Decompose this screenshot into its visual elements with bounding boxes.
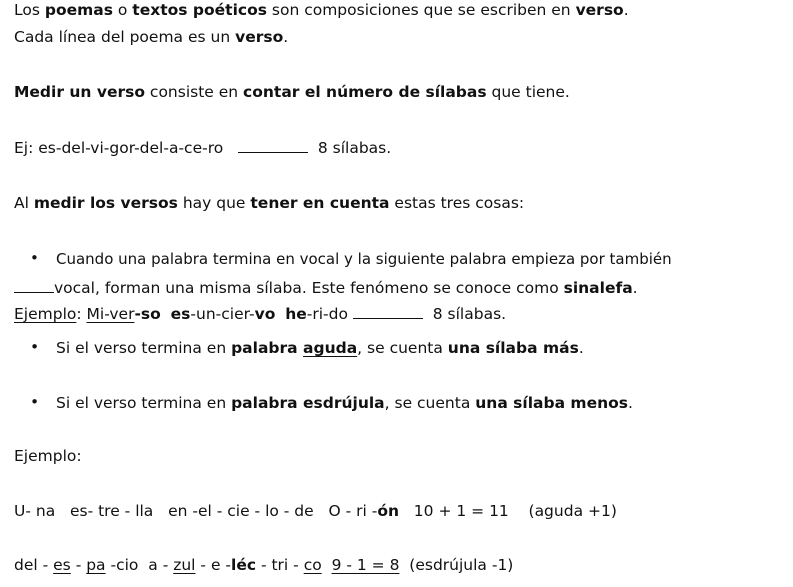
example-result: 8 sílabas. bbox=[317, 139, 392, 157]
example-text: Ej: es-del-vi-gor-del-a-ce-ro bbox=[14, 139, 224, 157]
keyword: una sílaba menos bbox=[475, 394, 629, 412]
esdrujula-example bbox=[14, 555, 513, 575]
syllables-underlined: es bbox=[53, 556, 71, 574]
text: son composiciones que se escriben en bbox=[266, 1, 576, 19]
syllables-underlined: pa bbox=[86, 556, 106, 574]
answer-blank bbox=[353, 304, 423, 319]
text: estas tres cosas: bbox=[389, 194, 525, 212]
text: , se cuenta bbox=[357, 339, 448, 357]
keyword: una sílaba más bbox=[447, 339, 579, 357]
text: . bbox=[628, 394, 633, 412]
keyword: palabra esdrújula bbox=[231, 394, 385, 412]
keyword: sinalefa bbox=[563, 279, 633, 297]
stressed-syllable: ón bbox=[377, 502, 400, 520]
keyword: medir los versos bbox=[33, 194, 178, 212]
syllables: -cio bbox=[105, 556, 139, 574]
text: Al bbox=[14, 194, 34, 212]
bullet-dot: • bbox=[30, 249, 39, 267]
rule-note: (esdrújula -1) bbox=[409, 556, 514, 574]
text: Si el verso termina en bbox=[56, 339, 232, 357]
medir-line bbox=[14, 82, 570, 102]
underlined-text: Ejemplo bbox=[14, 305, 77, 323]
text: Los bbox=[14, 1, 45, 19]
text: : bbox=[76, 305, 87, 323]
syllables: es- tre - lla bbox=[69, 502, 154, 520]
text: Si el verso termina en bbox=[56, 394, 232, 412]
sinalefa-example bbox=[14, 304, 506, 324]
syllables: en -el - cie - lo - de bbox=[168, 502, 314, 520]
text: que tiene. bbox=[486, 83, 570, 101]
ejemplo-label: Ejemplo: bbox=[14, 447, 82, 465]
text: o bbox=[112, 1, 133, 19]
bullet-2 bbox=[56, 338, 584, 358]
underlined-text: Mi-ver bbox=[86, 305, 135, 323]
al-medir-line bbox=[14, 193, 524, 213]
keyword: palabra bbox=[231, 339, 304, 357]
text: consiste en bbox=[145, 83, 244, 101]
keyword: textos poéticos bbox=[132, 1, 267, 19]
text: -ri-do bbox=[306, 305, 348, 323]
keyword: he bbox=[285, 305, 307, 323]
text: Cada línea del poema es un bbox=[14, 28, 236, 46]
text: . bbox=[578, 339, 584, 357]
syllable-count: 9 - 1 = 8 bbox=[331, 556, 400, 574]
text: vocal, forman una misma sílaba. Este fenómeno se conoce como bbox=[54, 279, 564, 297]
syllables: U- na bbox=[14, 502, 56, 520]
syllables: a - bbox=[148, 556, 174, 574]
syllables: - bbox=[70, 556, 87, 574]
bullet-3 bbox=[56, 393, 633, 413]
example-result: 8 sílabas. bbox=[432, 305, 507, 323]
rule-note: (aguda +1) bbox=[528, 502, 617, 520]
syllable-count: 10 + 1 = 11 bbox=[413, 502, 509, 520]
bullet-1-line-1: Cuando una palabra termina en vocal y la siguiente palabra empieza por también bbox=[56, 250, 672, 268]
keyword: es bbox=[170, 305, 191, 323]
aguda-example bbox=[14, 501, 617, 521]
keyword: contar el número de sílabas bbox=[243, 83, 487, 101]
keyword-underlined: aguda bbox=[303, 339, 358, 357]
keyword: poemas bbox=[44, 1, 113, 19]
text: hay que bbox=[177, 194, 251, 212]
keyword: verso bbox=[235, 28, 284, 46]
text: -un-cier- bbox=[190, 305, 255, 323]
intro-line-2 bbox=[14, 27, 288, 47]
text: . bbox=[283, 28, 289, 46]
bullet-dot: • bbox=[30, 338, 40, 356]
text: . bbox=[632, 279, 638, 297]
keyword: verso bbox=[575, 1, 624, 19]
example-1 bbox=[14, 138, 391, 158]
keyword: vo bbox=[254, 305, 276, 323]
text: , se cuenta bbox=[384, 394, 476, 412]
answer-blank bbox=[238, 138, 308, 153]
syllables: O - ri - bbox=[328, 502, 378, 520]
syllables-underlined: zul bbox=[173, 556, 196, 574]
keyword: Medir un verso bbox=[14, 83, 145, 101]
blank-line bbox=[14, 276, 54, 293]
syllables: - tri - bbox=[256, 556, 304, 574]
syllables: del - bbox=[14, 556, 54, 574]
bullet-1-line-2 bbox=[14, 276, 638, 298]
keyword: tener en cuenta bbox=[250, 194, 390, 212]
stressed-syllable: léc bbox=[231, 556, 257, 574]
syllables: - e - bbox=[195, 556, 232, 574]
syllables-underlined: co bbox=[303, 556, 322, 574]
bullet-dot: • bbox=[30, 393, 40, 411]
keyword: -so bbox=[134, 305, 161, 323]
intro-line-1 bbox=[14, 0, 629, 20]
text: . bbox=[623, 1, 629, 19]
